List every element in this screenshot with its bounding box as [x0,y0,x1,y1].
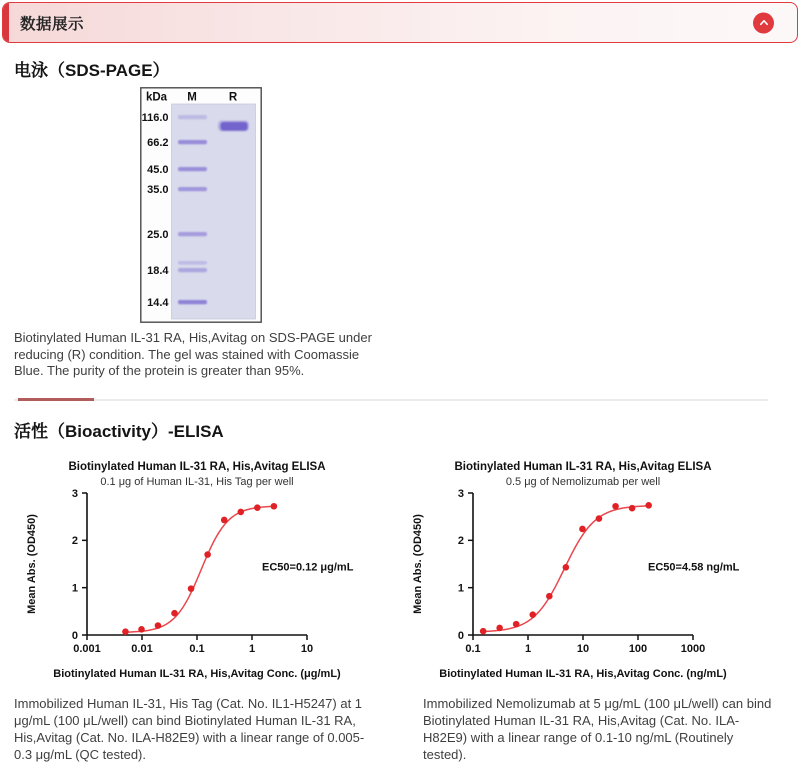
data-point [596,515,603,522]
section-divider-accent [18,398,94,401]
gel-marker-label: 18.4 [147,265,169,277]
bioactivity-section-title: 活性（Bioactivity）-ELISA [14,421,224,441]
data-display-header [2,2,798,43]
elisa-chart-right [407,455,779,685]
data-point [204,551,211,558]
gel-marker-band [178,167,207,171]
x-tick-label: 0.1 [189,642,205,655]
chart-subtitle: 0.5 μg of Nemolizumab per well [505,475,661,488]
gel-marker-label: 35.0 [147,184,169,196]
elisa-caption-right: Immobilized Nemolizumab at 5 μg/mL (100 μL/well) can bind Biotinylated Human IL-31 RA, His,Avitag (Cat. No. ILA-H82E9) with a linear range of 0.1-10 ng/mL (Routinely tested). [423,695,772,762]
data-point [237,508,244,515]
gel-sample-band [221,122,248,131]
chevron-up-icon [757,16,771,30]
y-tick-label: 3 [457,487,464,500]
data-point [171,609,178,616]
x-tick-label: 0.001 [73,642,101,655]
data-point [188,585,195,592]
data-point [221,516,228,523]
data-point [122,628,129,635]
elisa-captions-row [14,695,786,763]
chart-title: Biotinylated Human IL-31 RA, His,Avitag ELISA [68,460,326,473]
sds-page-caption: Biotinylated Human IL-31 RA, His,Avitag on SDS-PAGE under reducing (R) condition. The gel was stained with Coomassie Blue. The purity of the protein is greater than 95%. [14,330,372,378]
data-point [138,626,145,633]
ec50-annotation: EC50=4.58 ng/mL [648,560,740,573]
data-point [513,620,520,627]
data-point [579,525,586,532]
gel-lane-label-m: M [187,91,197,104]
gel-marker-band [178,261,207,265]
y-tick-label: 1 [457,581,464,594]
chart-subtitle: 0.1 μg of Human IL-31, His Tag per well [100,475,294,488]
x-tick-label: 1000 [680,642,706,655]
data-point [529,611,536,618]
y-tick-label: 0 [457,629,464,642]
x-tick-label: 10 [300,642,314,655]
gel-marker-label: 45.0 [147,164,169,176]
gel-marker-band [178,232,207,236]
data-point [480,627,487,634]
y-axis-label: Mean Abs. (OD450) [412,513,424,614]
data-point [629,504,636,511]
y-tick-label: 0 [71,629,78,642]
gel-marker-label: 25.0 [147,229,169,241]
chart-title: Biotinylated Human IL-31 RA, His,Avitag ELISA [454,460,712,473]
x-tick-label: 1 [248,642,256,655]
gel-marker-label: 116.0 [141,112,169,124]
collapse-section-button[interactable] [753,12,774,33]
gel-marker-band [178,115,207,119]
data-point [271,502,278,509]
gel-marker-label: 14.4 [147,297,169,309]
elisa-chart-left [21,455,393,685]
data-point [563,564,570,571]
header-accent-bar [3,3,9,42]
y-tick-label: 2 [71,534,78,547]
x-axis-label: Biotinylated Human IL-31 RA, His,Avitag Conc. (μg/mL) [53,667,341,680]
header-title: 数据展示 [20,15,85,33]
gel-unit-label: kDa [145,91,168,104]
x-tick-label: 10 [576,642,590,655]
x-tick-label: 1 [524,642,532,655]
data-point [546,592,553,599]
elisa-charts-row [14,455,786,685]
x-axis-label: Biotinylated Human IL-31 RA, His,Avitag Conc. (ng/mL) [439,667,727,680]
sds-page-gel-figure [140,87,262,323]
data-point [612,502,619,509]
y-tick-label: 1 [71,581,78,594]
gel-marker-band [178,187,207,191]
data-point [254,504,261,511]
y-tick-label: 3 [71,487,78,500]
gel-marker-label: 66.2 [147,137,169,149]
data-point [496,624,503,631]
gel-marker-band [178,268,207,272]
x-tick-label: 0.01 [131,642,153,655]
elisa-caption-left: Immobilized Human IL-31, His Tag (Cat. No. IL1-H5247) at 1 μg/mL (100 μL/well) can bind Biotinylated Human IL-31 RA, His,Avitag (Cat. No. ILA-H82E9) with a linear range of 0.005-0.3 μg/mL (QC tested). [14,695,365,762]
gel-lane-label-r: R [228,91,238,104]
section-divider [14,399,768,401]
ec50-annotation: EC50=0.12 μg/mL [262,560,354,573]
data-point [645,502,652,509]
gel-marker-band [178,140,207,144]
x-tick-label: 0.1 [465,642,481,655]
fit-curve [125,506,273,632]
x-tick-label: 100 [628,642,648,655]
gel-marker-band [178,300,207,304]
gel-image [140,87,262,323]
sds-page-section-title: 电泳（SDS-PAGE） [14,61,170,80]
y-tick-label: 2 [457,534,464,547]
y-axis-label: Mean Abs. (OD450) [26,513,38,614]
data-point [155,622,162,629]
